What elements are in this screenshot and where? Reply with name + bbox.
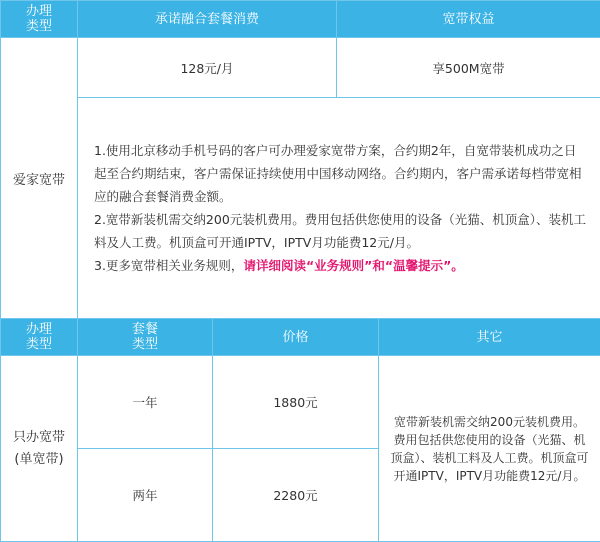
row-label-home-broadband: 爱家宽带 bbox=[1, 38, 78, 319]
price-cell: 128元/月 bbox=[78, 38, 337, 98]
header-other: 其它 bbox=[379, 319, 600, 356]
note-1: 1.使用北京移动手机号码的客户可办理爱家宽带方案，合约期2年，自宽带装机成功之日起至合约期结束，客户需保证持续使用中国移动网络。合约期内，客户需承诺每档带宽相应的融合套餐消费金额。 bbox=[94, 139, 588, 208]
package-one-year: 一年 bbox=[78, 356, 213, 449]
package-two-year: 两年 bbox=[78, 449, 213, 542]
note-3-highlight: 请详细阅读“业务规则”和“温馨提示”。 bbox=[243, 258, 463, 273]
row-label-broadband-only: 只办宽带 (单宽带) bbox=[1, 356, 78, 542]
header-type-2: 办理 类型 bbox=[1, 319, 78, 356]
header-type: 办理 类型 bbox=[1, 1, 78, 38]
header-package: 套餐 类型 bbox=[78, 319, 213, 356]
broadband-only-table bbox=[0, 318, 600, 542]
price-two-year: 2280元 bbox=[213, 449, 379, 542]
note-3-text: 3.更多宽带相关业务规则， bbox=[94, 258, 243, 273]
bandwidth-cell: 享500M宽带 bbox=[337, 38, 600, 98]
header-plan: 承诺融合套餐消费 bbox=[78, 1, 337, 38]
header-benefit: 宽带权益 bbox=[337, 1, 600, 38]
note-3 bbox=[94, 254, 588, 277]
other-info-cell: 宽带新装机需交纳200元装机费用。费用包括供您使用的设备（光猫、机顶盒）、装机工料及人工费。机顶盒可开通IPTV，IPTV月功能费12元/月。 bbox=[379, 356, 600, 542]
price-one-year: 1880元 bbox=[213, 356, 379, 449]
notes-cell bbox=[78, 98, 600, 319]
note-2: 2.宽带新装机需交纳200元装机费用。费用包括供您使用的设备（光猫、机顶盒）、装机工料及人工费。机顶盒可开通IPTV，IPTV月功能费12元/月。 bbox=[94, 208, 588, 254]
header-price: 价格 bbox=[213, 319, 379, 356]
